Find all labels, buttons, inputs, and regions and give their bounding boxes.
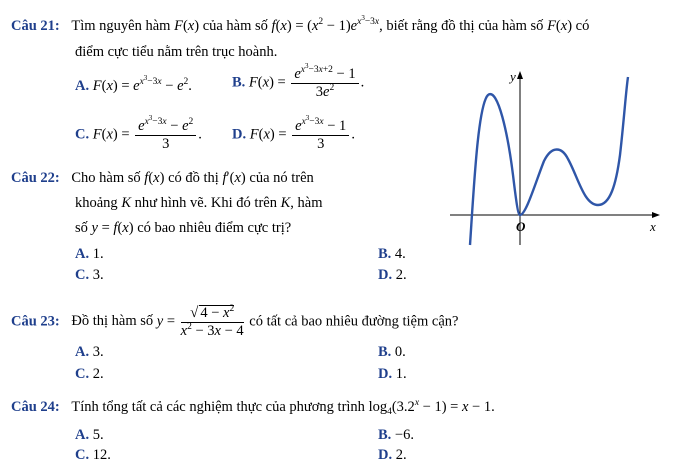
q22-label: Câu 22: [11,170,60,186]
derivative-curve [470,77,628,245]
q21-text: Tìm nguyên hàm [71,18,175,34]
x-axis-label: x [650,219,656,234]
x-axis-arrow [652,212,660,218]
q23-option-b[interactable]: B. 0. [378,344,406,360]
q22-line2: khoảng K như hình vẽ. Khi đó trên K, hàm [75,195,323,211]
q23-option-d[interactable]: D. 1. [378,366,407,382]
q21-line2: điểm cực tiểu nằm trên trục hoành. [75,44,278,60]
q22-option-c[interactable]: C. 3. [75,267,104,283]
q21-label: Câu 21: [11,18,60,34]
q21-text-2: của hàm số [199,18,272,34]
q22-line3: số y = f(x) có bao nhiêu điểm cực trị? [75,220,292,236]
q23-line1: Câu 23: Đồ thị hàm số y = $\frac{√ 4 - x^2}{x^2 - 3x - 4}$ có tất cả bao nhiêu đường tiệm cận? [11,304,459,339]
q21-text-3: , biết rằng đồ thị của hàm số [379,18,548,34]
q21-option-c[interactable]: C. F(x) = $\frac{e^{x^3-3x} - e^2}{3}$ . [75,114,202,152]
origin-label: O [516,219,526,234]
y-axis-arrow [517,71,523,79]
q23-option-a[interactable]: A. 3. [75,344,104,360]
q21-option-b[interactable]: B. F(x) = $\frac{e^{x^3-3x+2} - 1}{3e^2}$ . [232,62,365,100]
q24-option-a[interactable]: A. 5. [75,427,104,443]
q24-option-b[interactable]: B. −6. [378,427,414,443]
derivative-graph [450,65,665,250]
q24-label: Câu 24: [11,399,60,415]
q22-option-b[interactable]: B. 4. [378,246,406,262]
q21-line1: Câu 21: Tìm nguyên hàm F(x) của hàm số $f(x) = (x^2 - 1)e^{x^3-3x}$, biết rằng đồ thị của hàm số F(x) có [11,14,590,34]
q24-option-d[interactable]: D. 2. [378,447,407,463]
q21-text-4: có [572,18,590,34]
q24-line1: Câu 24: Tính tổng tất cả các nghiệm thực của phương trình $\log_4(3.2^x - 1) = x - 1$. [11,398,495,417]
q23-label: Câu 23: [11,313,60,330]
q24-option-c[interactable]: C. 12. [75,447,111,463]
q22-line1: Câu 22: Cho hàm số f(x) có đồ thị f′(x) của nó trên [11,170,314,186]
y-axis-label: y [510,69,516,84]
q23-option-c[interactable]: C. 2. [75,366,104,382]
q22-option-a[interactable]: A. 1. [75,246,104,262]
q21-option-d[interactable]: D. F(x) = $\frac{e^{x^3-3x} - 1}{3}$ . [232,114,355,152]
q21-option-a[interactable]: A. $F(x) = e^{x^3-3x} - e^2$. [75,74,192,94]
q22-option-d[interactable]: D. 2. [378,267,407,283]
